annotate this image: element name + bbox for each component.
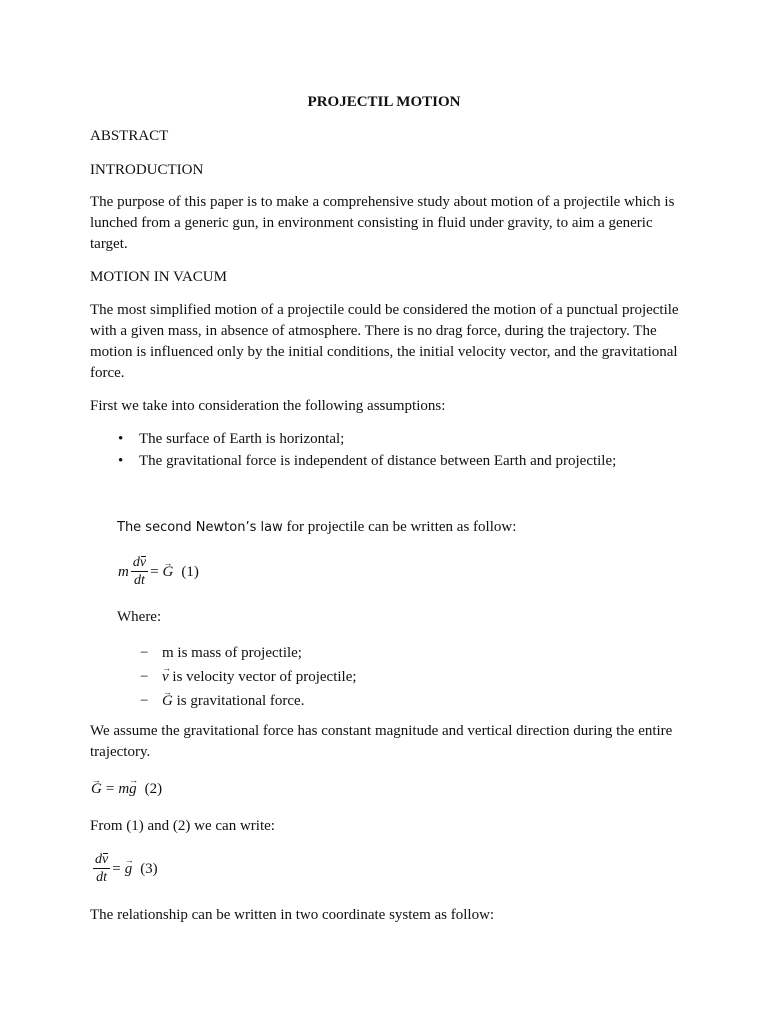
newton-law-rest: for projectile can be written as follow: bbox=[282, 519, 517, 535]
eq2-equals: = bbox=[105, 781, 115, 797]
assumption-text: The gravitational force is independent of distance between Earth and projectile; bbox=[139, 453, 617, 469]
list-item bbox=[140, 689, 357, 713]
assumption-text: The surface of Earth is horizontal; bbox=[139, 431, 345, 447]
list-item bbox=[90, 450, 616, 472]
eq1-denominator: dt bbox=[134, 573, 145, 588]
definition-symbol: m bbox=[162, 645, 174, 661]
eq2-mass-symbol: m bbox=[118, 781, 130, 797]
paragraph-simplified-motion: The most simplified motion of a projectile could be considered the motion of a punctual projectile with a given mass, in absence of atmosphere. There is no drag force, during the trajectory. The motion is influenced only by the initial conditions, the initial velocity vector, and the gravitational force. bbox=[90, 302, 679, 381]
paragraph-assumptions-intro: First we take into consideration the following assumptions: bbox=[90, 398, 446, 414]
eq1-equals: = bbox=[150, 563, 159, 580]
paragraph-purpose: The purpose of this paper is to make a comprehensive study about motion of a projectile which is lunched from a generic gun, in environment consisting in fluid under gravity, to aim a generic target. bbox=[90, 194, 675, 252]
eq2-label: (2) bbox=[144, 781, 163, 797]
equation-3 bbox=[91, 851, 158, 886]
definition-text: is gravitational force. bbox=[172, 693, 305, 709]
definition-text: is mass of projectile; bbox=[173, 645, 302, 661]
heading-introduction: INTRODUCTION bbox=[90, 162, 204, 178]
eq3-numerator: dv bbox=[95, 852, 109, 867]
eq1-label: (1) bbox=[181, 563, 199, 580]
equation-2 bbox=[91, 780, 162, 798]
eq3-label: (3) bbox=[140, 860, 158, 877]
list-item bbox=[140, 641, 357, 665]
eq1-gravity-vector: G → bbox=[163, 563, 174, 581]
dash-icon: − bbox=[140, 645, 149, 661]
definitions-list bbox=[140, 641, 357, 713]
eq3-denominator: dt bbox=[96, 870, 108, 885]
heading-abstract: ABSTRACT bbox=[90, 128, 169, 144]
heading-motion-in-vacum: MOTION IN VACUM bbox=[90, 269, 227, 285]
list-item bbox=[90, 428, 616, 450]
paragraph-from-1-and-2: From (1) and (2) we can write: bbox=[90, 818, 275, 834]
eq1-mass-symbol: m bbox=[118, 563, 129, 580]
definition-text: is velocity vector of projectile; bbox=[168, 669, 357, 685]
eq1-numerator: dv bbox=[132, 555, 147, 570]
bullet-icon: • bbox=[118, 431, 124, 447]
equation-1 bbox=[118, 554, 199, 589]
bullet-icon: • bbox=[118, 453, 124, 469]
paragraph-relationship: The relationship can be written in two coordinate system as follow: bbox=[90, 907, 495, 923]
dash-icon: − bbox=[140, 693, 149, 709]
dash-icon: − bbox=[140, 669, 149, 685]
paragraph-where: Where: bbox=[117, 609, 162, 625]
eq3-g-vector: g → bbox=[125, 860, 133, 878]
document-title: PROJECTIL MOTION bbox=[307, 94, 461, 110]
eq1-fraction bbox=[131, 554, 148, 589]
eq2-g-vector: g → bbox=[129, 780, 137, 798]
eq3-fraction bbox=[93, 851, 110, 886]
paragraph-newton-law bbox=[117, 517, 677, 538]
definition-symbol: G → bbox=[162, 689, 173, 713]
assumptions-list bbox=[90, 428, 616, 472]
paragraph-assume-gravity: We assume the gravitational force has constant magnitude and vertical direction during the entire trajectory. bbox=[90, 723, 673, 760]
definition-symbol: v → bbox=[162, 665, 169, 689]
eq3-equals: = bbox=[112, 860, 121, 877]
newton-law-lead: The second Newton’s law bbox=[117, 520, 283, 535]
eq2-gravity-vector: G → bbox=[91, 780, 102, 798]
